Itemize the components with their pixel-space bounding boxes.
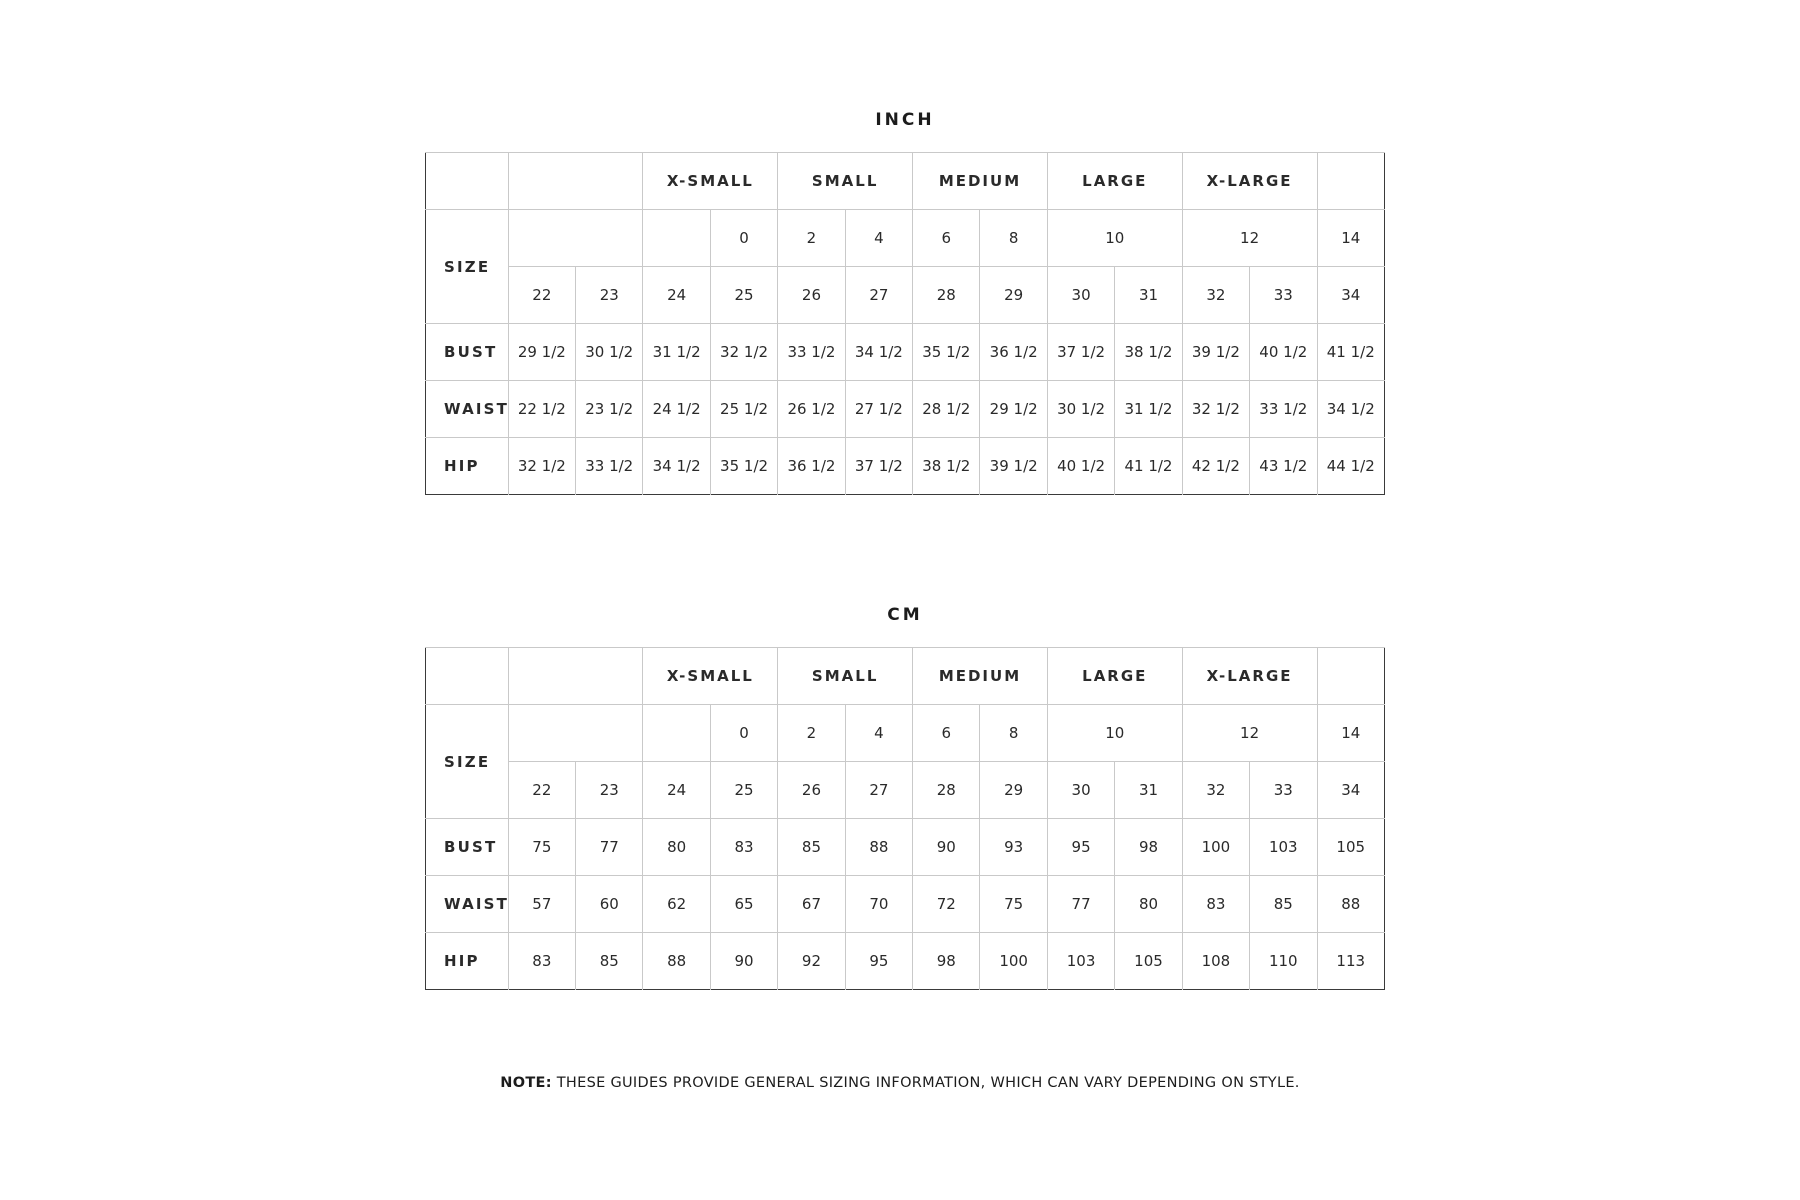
cell-waist: 22 1/2 bbox=[508, 381, 575, 438]
us-size-10: 10 bbox=[1047, 210, 1182, 267]
cell-waist: 70 bbox=[845, 876, 912, 933]
inch-size-table bbox=[425, 152, 1385, 495]
row-label-hip: HIP bbox=[426, 933, 509, 990]
group-header-blank bbox=[1317, 648, 1385, 705]
cell-waist: 28 1/2 bbox=[913, 381, 980, 438]
row-label-bust: BUST bbox=[426, 324, 509, 381]
us-size-blank bbox=[643, 210, 710, 267]
eu-size-23: 23 bbox=[576, 762, 643, 819]
cell-bust: 35 1/2 bbox=[913, 324, 980, 381]
us-size-8: 8 bbox=[980, 705, 1047, 762]
cell-bust: 33 1/2 bbox=[778, 324, 845, 381]
cell-waist: 80 bbox=[1115, 876, 1182, 933]
cell-bust: 36 1/2 bbox=[980, 324, 1047, 381]
cell-hip: 98 bbox=[913, 933, 980, 990]
cell-hip: 43 1/2 bbox=[1250, 438, 1317, 495]
cell-waist: 72 bbox=[913, 876, 980, 933]
cell-hip: 110 bbox=[1250, 933, 1317, 990]
table-row bbox=[426, 762, 1385, 819]
cell-bust: 40 1/2 bbox=[1250, 324, 1317, 381]
cm-size-chart bbox=[425, 605, 1385, 990]
cell-hip: 92 bbox=[778, 933, 845, 990]
eu-size-22: 22 bbox=[508, 267, 575, 324]
cell-hip: 85 bbox=[576, 933, 643, 990]
us-size-8: 8 bbox=[980, 210, 1047, 267]
note-text bbox=[0, 1075, 1800, 1091]
row-label-waist: WAIST bbox=[426, 876, 509, 933]
us-size-0: 0 bbox=[710, 210, 777, 267]
eu-size-28: 28 bbox=[913, 762, 980, 819]
eu-size-26: 26 bbox=[778, 267, 845, 324]
eu-size-24: 24 bbox=[643, 762, 710, 819]
inch-table-holder bbox=[425, 152, 1385, 495]
cell-waist: 29 1/2 bbox=[980, 381, 1047, 438]
us-size-4: 4 bbox=[845, 210, 912, 267]
group-header-medium: MEDIUM bbox=[913, 648, 1048, 705]
cell-hip: 103 bbox=[1047, 933, 1114, 990]
cell-waist: 77 bbox=[1047, 876, 1114, 933]
cell-waist: 62 bbox=[643, 876, 710, 933]
eu-size-24: 24 bbox=[643, 267, 710, 324]
cell-waist: 67 bbox=[778, 876, 845, 933]
cell-waist: 24 1/2 bbox=[643, 381, 710, 438]
cell-hip: 38 1/2 bbox=[913, 438, 980, 495]
table-row bbox=[426, 381, 1385, 438]
cell-hip: 41 1/2 bbox=[1115, 438, 1182, 495]
cell-bust: 32 1/2 bbox=[710, 324, 777, 381]
cell-hip: 40 1/2 bbox=[1047, 438, 1114, 495]
eu-size-33: 33 bbox=[1250, 762, 1317, 819]
cell-hip: 37 1/2 bbox=[845, 438, 912, 495]
cell-bust: 30 1/2 bbox=[576, 324, 643, 381]
cell-hip: 44 1/2 bbox=[1317, 438, 1385, 495]
eu-size-23: 23 bbox=[576, 267, 643, 324]
eu-size-27: 27 bbox=[845, 267, 912, 324]
eu-size-25: 25 bbox=[710, 762, 777, 819]
row-label-size: SIZE bbox=[426, 210, 509, 324]
group-header-blank bbox=[508, 153, 643, 210]
cell-hip: 108 bbox=[1182, 933, 1249, 990]
us-size-blank bbox=[643, 705, 710, 762]
table-row bbox=[426, 210, 1385, 267]
cell-bust: 90 bbox=[913, 819, 980, 876]
cell-waist: 31 1/2 bbox=[1115, 381, 1182, 438]
cell-bust: 29 1/2 bbox=[508, 324, 575, 381]
group-header-large: LARGE bbox=[1047, 648, 1182, 705]
cell-waist: 25 1/2 bbox=[710, 381, 777, 438]
cell-bust: 34 1/2 bbox=[845, 324, 912, 381]
cell-waist: 23 1/2 bbox=[576, 381, 643, 438]
eu-size-25: 25 bbox=[710, 267, 777, 324]
cell-bust: 98 bbox=[1115, 819, 1182, 876]
note-label: NOTE: bbox=[500, 1075, 552, 1091]
cell-waist: 88 bbox=[1317, 876, 1385, 933]
cell-bust: 95 bbox=[1047, 819, 1114, 876]
cell-waist: 75 bbox=[980, 876, 1047, 933]
group-header-blank bbox=[426, 153, 509, 210]
cell-bust: 100 bbox=[1182, 819, 1249, 876]
cell-waist: 60 bbox=[576, 876, 643, 933]
cell-bust: 85 bbox=[778, 819, 845, 876]
row-label-bust: BUST bbox=[426, 819, 509, 876]
group-header-large: LARGE bbox=[1047, 153, 1182, 210]
cell-bust: 88 bbox=[845, 819, 912, 876]
eu-size-28: 28 bbox=[913, 267, 980, 324]
inch-chart-title: INCH bbox=[875, 110, 935, 130]
table-row bbox=[426, 876, 1385, 933]
cell-waist: 26 1/2 bbox=[778, 381, 845, 438]
us-size-blank bbox=[508, 705, 643, 762]
us-size-2: 2 bbox=[778, 705, 845, 762]
group-header-blank bbox=[1317, 153, 1385, 210]
us-size-6: 6 bbox=[913, 705, 980, 762]
cell-hip: 33 1/2 bbox=[576, 438, 643, 495]
eu-size-26: 26 bbox=[778, 762, 845, 819]
cell-waist: 32 1/2 bbox=[1182, 381, 1249, 438]
cell-waist: 65 bbox=[710, 876, 777, 933]
row-label-size: SIZE bbox=[426, 705, 509, 819]
table-row bbox=[426, 933, 1385, 990]
group-header-medium: MEDIUM bbox=[913, 153, 1048, 210]
cell-hip: 42 1/2 bbox=[1182, 438, 1249, 495]
us-size-2: 2 bbox=[778, 210, 845, 267]
cell-bust: 83 bbox=[710, 819, 777, 876]
cell-waist: 30 1/2 bbox=[1047, 381, 1114, 438]
cm-chart-title: CM bbox=[887, 605, 923, 625]
row-label-hip: HIP bbox=[426, 438, 509, 495]
cell-bust: 38 1/2 bbox=[1115, 324, 1182, 381]
cell-hip: 32 1/2 bbox=[508, 438, 575, 495]
note-body: THESE GUIDES PROVIDE GENERAL SIZING INFORMATION, WHICH CAN VARY DEPENDING ON STYLE. bbox=[551, 1075, 1300, 1091]
cell-bust: 75 bbox=[508, 819, 575, 876]
cell-bust: 80 bbox=[643, 819, 710, 876]
us-size-4: 4 bbox=[845, 705, 912, 762]
us-size-14: 14 bbox=[1317, 705, 1385, 762]
cell-hip: 34 1/2 bbox=[643, 438, 710, 495]
cell-waist: 57 bbox=[508, 876, 575, 933]
cell-hip: 35 1/2 bbox=[710, 438, 777, 495]
cm-size-table bbox=[425, 647, 1385, 990]
cell-waist: 27 1/2 bbox=[845, 381, 912, 438]
us-size-10: 10 bbox=[1047, 705, 1182, 762]
group-header-x-large: X-LARGE bbox=[1182, 153, 1317, 210]
cm-table-holder bbox=[425, 647, 1385, 990]
eu-size-32: 32 bbox=[1182, 267, 1249, 324]
cell-hip: 83 bbox=[508, 933, 575, 990]
cell-bust: 31 1/2 bbox=[643, 324, 710, 381]
eu-size-31: 31 bbox=[1115, 267, 1182, 324]
us-size-12: 12 bbox=[1182, 705, 1317, 762]
cell-hip: 95 bbox=[845, 933, 912, 990]
eu-size-29: 29 bbox=[980, 267, 1047, 324]
cell-waist: 33 1/2 bbox=[1250, 381, 1317, 438]
eu-size-27: 27 bbox=[845, 762, 912, 819]
table-row bbox=[426, 324, 1385, 381]
cell-bust: 103 bbox=[1250, 819, 1317, 876]
eu-size-34: 34 bbox=[1317, 762, 1385, 819]
cell-hip: 100 bbox=[980, 933, 1047, 990]
row-label-waist: WAIST bbox=[426, 381, 509, 438]
cell-bust: 93 bbox=[980, 819, 1047, 876]
group-header-small: SMALL bbox=[778, 648, 913, 705]
table-row bbox=[426, 648, 1385, 705]
eu-size-29: 29 bbox=[980, 762, 1047, 819]
us-size-blank bbox=[508, 210, 643, 267]
table-row bbox=[426, 438, 1385, 495]
group-header-blank bbox=[426, 648, 509, 705]
us-size-14: 14 bbox=[1317, 210, 1385, 267]
eu-size-34: 34 bbox=[1317, 267, 1385, 324]
us-size-6: 6 bbox=[913, 210, 980, 267]
cell-bust: 77 bbox=[576, 819, 643, 876]
group-header-small: SMALL bbox=[778, 153, 913, 210]
cell-waist: 83 bbox=[1182, 876, 1249, 933]
cell-bust: 41 1/2 bbox=[1317, 324, 1385, 381]
eu-size-32: 32 bbox=[1182, 762, 1249, 819]
cell-bust: 39 1/2 bbox=[1182, 324, 1249, 381]
cell-hip: 113 bbox=[1317, 933, 1385, 990]
cell-waist: 34 1/2 bbox=[1317, 381, 1385, 438]
table-row bbox=[426, 705, 1385, 762]
table-row bbox=[426, 819, 1385, 876]
cell-hip: 90 bbox=[710, 933, 777, 990]
table-row bbox=[426, 267, 1385, 324]
cell-hip: 36 1/2 bbox=[778, 438, 845, 495]
cell-bust: 37 1/2 bbox=[1047, 324, 1114, 381]
us-size-0: 0 bbox=[710, 705, 777, 762]
group-header-x-small: X-SMALL bbox=[643, 648, 778, 705]
table-row bbox=[426, 153, 1385, 210]
eu-size-30: 30 bbox=[1047, 267, 1114, 324]
eu-size-33: 33 bbox=[1250, 267, 1317, 324]
cell-hip: 105 bbox=[1115, 933, 1182, 990]
eu-size-31: 31 bbox=[1115, 762, 1182, 819]
group-header-blank bbox=[508, 648, 643, 705]
eu-size-30: 30 bbox=[1047, 762, 1114, 819]
cell-hip: 88 bbox=[643, 933, 710, 990]
inch-size-chart bbox=[425, 110, 1385, 495]
cell-hip: 39 1/2 bbox=[980, 438, 1047, 495]
cell-waist: 85 bbox=[1250, 876, 1317, 933]
us-size-12: 12 bbox=[1182, 210, 1317, 267]
group-header-x-large: X-LARGE bbox=[1182, 648, 1317, 705]
cell-bust: 105 bbox=[1317, 819, 1385, 876]
group-header-x-small: X-SMALL bbox=[643, 153, 778, 210]
eu-size-22: 22 bbox=[508, 762, 575, 819]
